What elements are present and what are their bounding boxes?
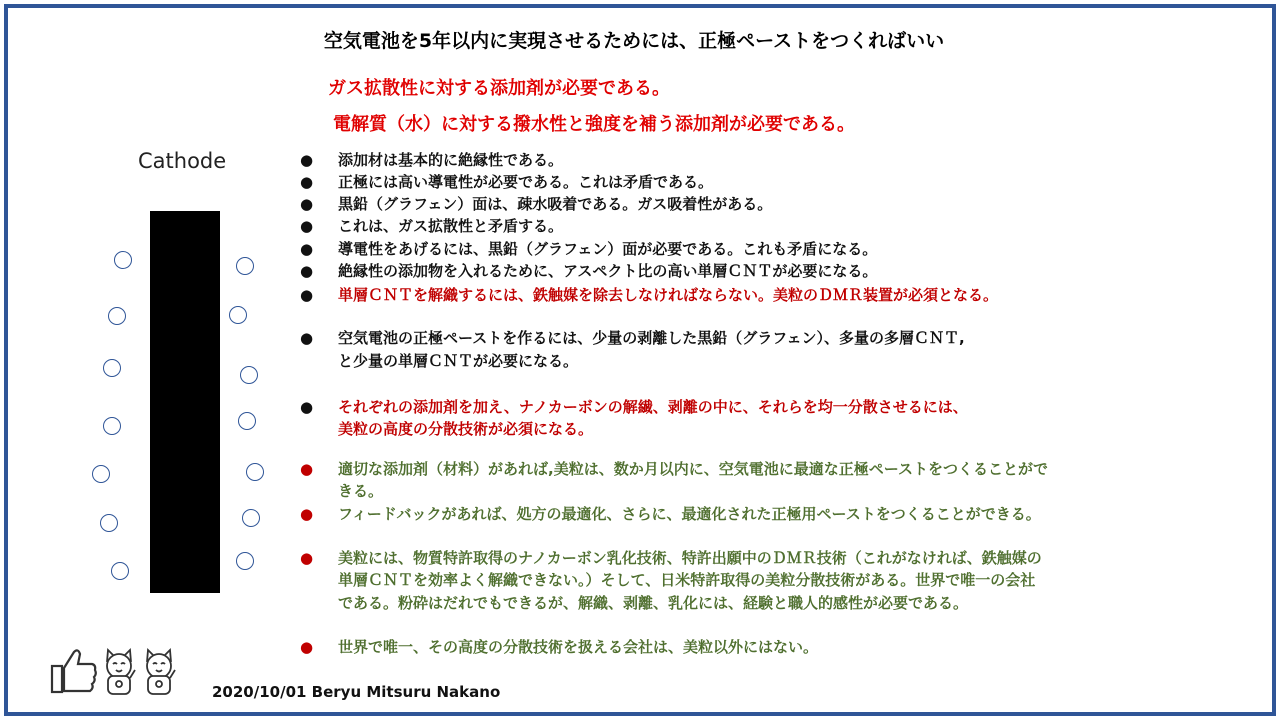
bullet-dot: ● [300, 638, 314, 656]
footer-icons [50, 646, 185, 694]
bullet-dot: ● [300, 329, 314, 347]
gas-bubble [111, 562, 129, 580]
gas-bubble [236, 257, 254, 275]
bullet-dot: ● [300, 505, 314, 523]
gas-bubble [242, 509, 260, 527]
bullet-dot: ● [300, 286, 314, 304]
gas-bubble [103, 417, 121, 435]
cathode-label: Cathode [138, 149, 227, 173]
bullet-dot: ● [300, 195, 314, 213]
slide-title: 空気電池を5年以内に実現させるためには、正極ペーストをつくればいい [323, 30, 945, 52]
footer-credit: 2020/10/01 Beryu Mitsuru Nakano [212, 683, 501, 701]
bullet-dot: ● [300, 217, 314, 235]
gas-bubble [236, 552, 254, 570]
gas-bubble [100, 514, 118, 532]
thumbs-up-icon[interactable] [52, 650, 96, 692]
gas-bubble [114, 251, 132, 269]
gas-bubble [92, 465, 110, 483]
gas-bubble [103, 359, 121, 377]
lucky-cat-icon [107, 650, 135, 694]
bullet-dot: ● [300, 549, 314, 567]
bullet-dot: ● [300, 240, 314, 258]
gas-bubble [240, 366, 258, 384]
footer-icons-svg [50, 646, 185, 696]
bullet-dot: ● [300, 173, 314, 191]
lucky-cat-icon [147, 650, 175, 694]
gas-bubble [108, 307, 126, 325]
subtitle-electrolyte: 電解質（水）に対する撥水性と強度を補う添加剤が必要である。 [333, 114, 855, 135]
bullet-dot: ● [300, 398, 314, 416]
gas-bubble [246, 463, 264, 481]
subtitle-gas: ガス拡散性に対する添加剤が必要である。 [328, 78, 670, 99]
gas-bubble [238, 412, 256, 430]
bullet-dot: ● [300, 151, 314, 169]
cathode-bar [150, 211, 220, 593]
gas-bubble [229, 306, 247, 324]
bullet-dot: ● [300, 262, 314, 280]
bullet-dot: ● [300, 460, 314, 478]
